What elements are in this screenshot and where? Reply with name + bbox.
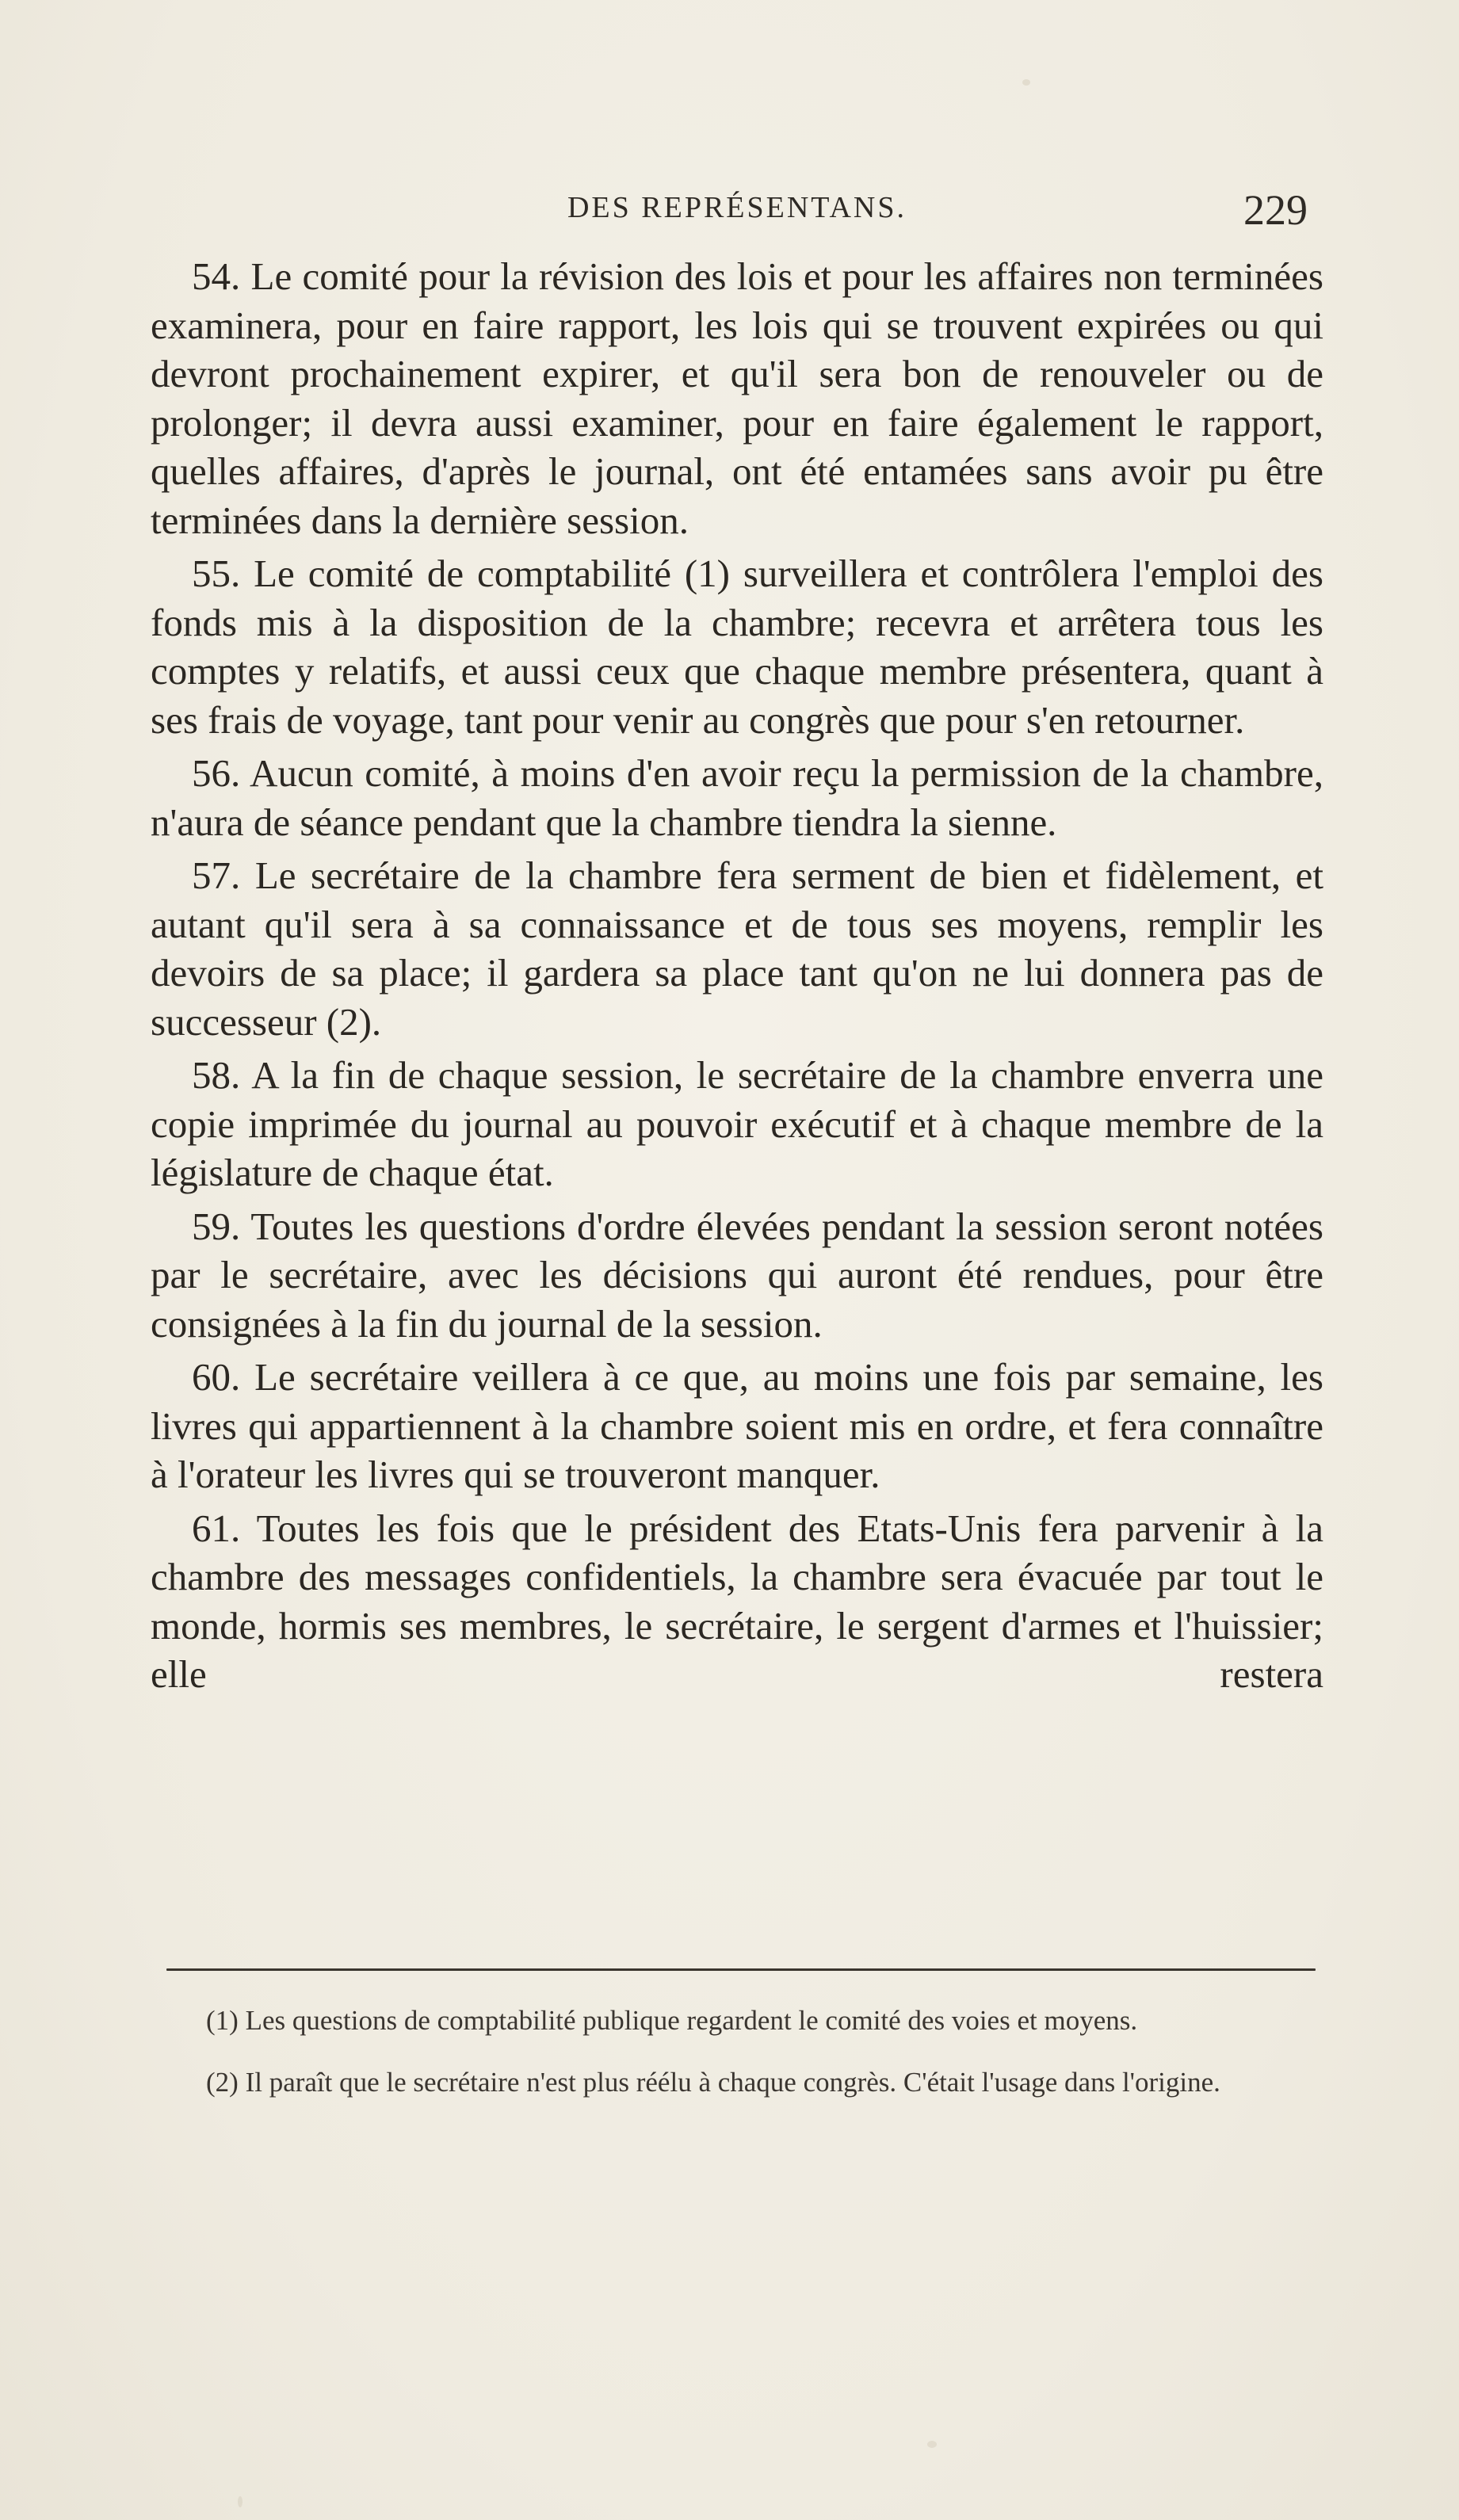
article-60: 60. Le secrétaire veillera à ce que, au moins une fois par semaine, les livres qui appartiennent à la chambre soient mis en ordre, et fera connaître à l'orateur les livres qui se trouveront manquer. [151,1355,1323,1496]
article-54: 54. Le comité pour la révision des lois et pour les affaires non terminées examinera, pour en faire rapport, les lois qui se trouvent expirées ou qui devront prochainement expirer, et qu'il sera bon de renouveler ou de prolonger; il devra aussi examiner, pour en faire également le rapport, quelles affaires, d'après le journal, ont été entamées sans avoir pu être terminées dans la dernière session. [151,254,1323,542]
article-58: 58. A la fin de chaque session, le secrétaire de la chambre enverra une copie imprimée du journal au pouvoir exécutif et à chaque membre de la législature de chaque état. [151,1053,1323,1194]
article-56: 56. Aucun comité, à moins d'en avoir reçu la permission de la chambre, n'aura de séance pendant que la chambre tiendra la sienne. [151,751,1323,844]
article-57: 57. Le secrétaire de la chambre fera serment de bien et fidèlement, et autant qu'il sera à sa connaissance et de tous ses moyens, remplir les devoirs de sa place; il gardera sa place tant qu'on ne lui donnera pas de successeur (2). [151,853,1323,1044]
footnote-separator [166,1968,1316,1971]
footnote-2-text: Il paraît que le secrétaire n'est plus réélu à chaque congrès. C'était l'usage dans l'origine. [245,2067,1220,2098]
main-text [151,252,1323,1699]
page-number: 229 [1243,186,1308,234]
footnote-1 [151,2003,1339,2038]
footnote-2-mark: (2) [206,2067,239,2098]
paper-blemish [927,2441,937,2448]
article-55: 55. Le comité de comptabilité (1) surveillera et contrôlera l'emploi des fonds mis à la disposition de la chambre; recevra et arrêtera tous les comptes y relatifs, et aussi ceux que chaque membre présentera, quant à ses frais de voyage, tant pour venir au congrès que pour s'en retourner. [151,552,1323,742]
footnote-1-text: Les questions de comptabilité publique regardent le comité des voies et moyens. [245,2005,1138,2036]
footnote-1-mark: (1) [206,2005,239,2036]
page-header [151,186,1323,238]
running-head: DES REPRÉSENTANS. [567,191,907,224]
article-61: 61. Toutes les fois que le président des Etats-Unis fera parvenir à la chambre des messages confidentiels, la chambre sera évacuée par tout le monde, hormis ses membres, le secrétaire, le sergent d'armes et l'huissier; elle restera [151,1506,1323,1696]
footnote-2 [151,2065,1339,2100]
footnotes [151,2003,1339,2127]
article-59: 59. Toutes les questions d'ordre élevées pendant la session seront notées par le secrétaire, avec les décisions qui auront été rendues, pour être consignées à la fin du journal de la session. [151,1204,1323,1346]
paper-blemish [238,2496,243,2507]
paper-blemish [1022,79,1030,86]
